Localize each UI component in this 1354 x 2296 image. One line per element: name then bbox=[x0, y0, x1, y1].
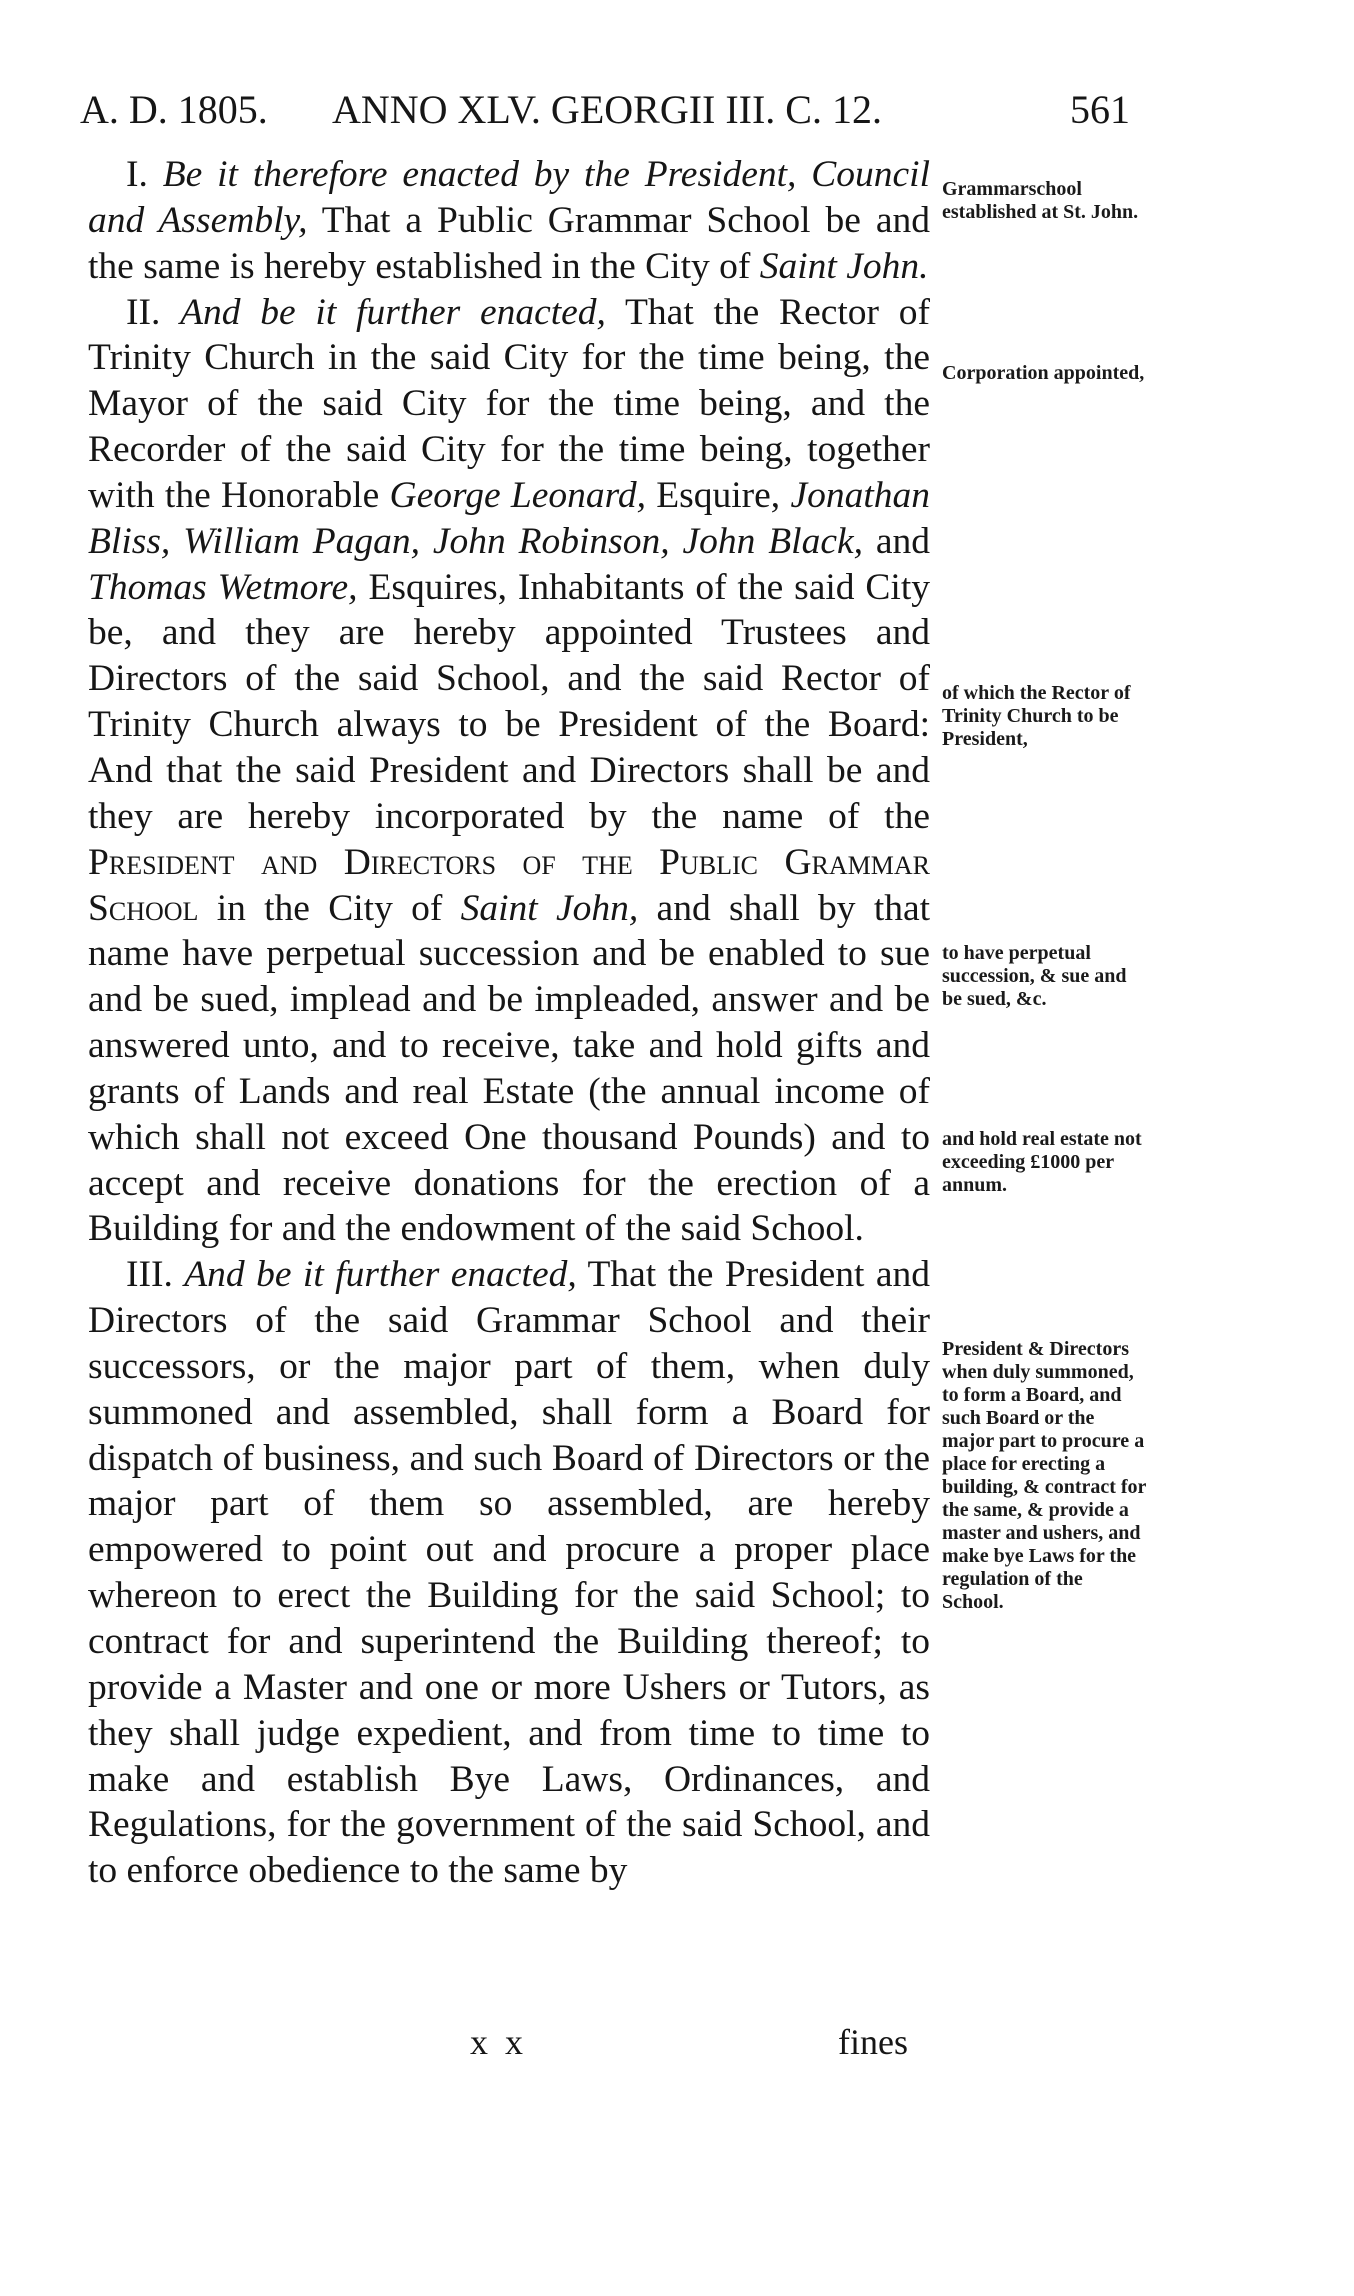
margin-note: Grammarschool established at St. John. bbox=[942, 178, 1139, 223]
conjunction: and bbox=[875, 520, 930, 562]
enacting-clause: And be it further enacted, bbox=[180, 291, 606, 333]
margin-note: to have perpetual succession, & sue and be sued, &c. bbox=[942, 942, 1127, 1010]
city-name: Saint John. bbox=[759, 245, 929, 287]
section-number: II. bbox=[126, 291, 161, 333]
section-text: Esquires, Inhabitants of the said City be, and they are hereby appointed Trustees and Directors of the said School, and the said Rector of Trinity Church always to be President of the Board: And that the said President and Directors shall be and they are hereby incorporated by the name of the bbox=[88, 566, 930, 837]
signature-mark: x x bbox=[470, 2022, 527, 2062]
running-header bbox=[80, 80, 1130, 140]
header-act-title: ANNO XLV. GEORGII III. C. 12. bbox=[332, 87, 882, 132]
person-name: Thomas Wetmore, bbox=[88, 566, 358, 608]
person-names: Jonathan Bliss, William Pagan, John Robinson, John Black, bbox=[88, 474, 931, 562]
section-text: That a Public Grammar School be and the same is hereby established in the City of bbox=[88, 199, 931, 287]
body-text bbox=[88, 152, 930, 1894]
section-3 bbox=[88, 1252, 930, 1894]
person-name: George Leonard, bbox=[389, 474, 646, 516]
section-1 bbox=[88, 152, 930, 290]
city-name: Saint John, bbox=[460, 887, 639, 929]
page-number: 561 bbox=[1070, 87, 1130, 132]
enacting-clause: And be it further enacted, bbox=[184, 1254, 577, 1296]
section-number: I. bbox=[126, 154, 148, 195]
margin-note: President & Directors when duly summoned, to form a Board, and such Board or the major part to procure a place for erecting a building, & contract for the same, & provide a master and ushers, and make bye Laws for the regulation of the School. bbox=[942, 1338, 1147, 1613]
section-text: That the President and Directors of the said Grammar School and their successors, or the major part of them, when duly summoned and assembled, shall form a Board for dispatch of business, and such Board of Directors or the major part of them so assembled, are hereby empowered to point out and procure a proper place whereon to erect the Building for the said School; to contract for and superintend the Building thereof; to provide a Master and one or more Ushers or Tutors, as they shall judge expedient, and from time to time to make and establish Bye Laws, Ordinances, and Regulations, for the government of the said School, and to enforce obedience to the same by bbox=[88, 1254, 930, 1892]
catchword: fines bbox=[838, 2022, 908, 2062]
section-text: That the Rector of Trinity Church in the said City for the time being, the Mayor of the said City for the time being, and the Recorder of the said City for the time being, together with the Honorable bbox=[88, 291, 931, 516]
margin-note: of which the Rector of Trinity Church to be President, bbox=[942, 682, 1131, 750]
header-year: A. D. 1805. bbox=[80, 87, 268, 132]
section-text: and shall by that name have perpetual succession and be enabled to sue and be sued, implead and be impleaded, answer and be answered unto, and to receive, take and hold gifts and grants of Lands and real Estate (the annual income of which shall not exceed One thousand Pounds) and to accept and receive donations for the erection of a Building for and the endowment of the said School. bbox=[88, 887, 931, 1250]
margin-note: and hold real estate not exceeding £1000 per annum. bbox=[942, 1128, 1142, 1196]
section-number: III. bbox=[126, 1254, 173, 1296]
margin-note: Corporation appointed, bbox=[942, 362, 1145, 384]
section-2 bbox=[88, 290, 930, 1253]
section-text: Esquire, bbox=[656, 474, 781, 516]
enacting-clause: Be it therefore enacted by the President, Council and Assembly, bbox=[88, 154, 930, 241]
section-text: in the City of bbox=[216, 887, 443, 929]
corporate-name: President and Directors of the Public Grammar School bbox=[88, 841, 930, 929]
